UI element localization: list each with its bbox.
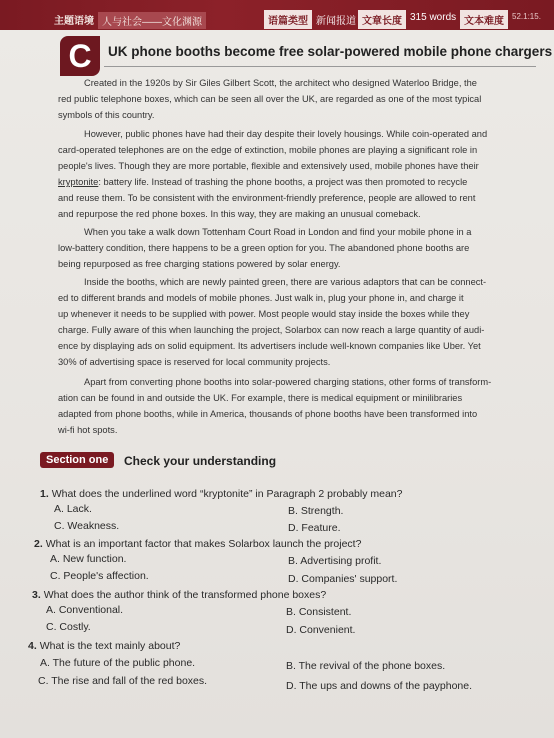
question-1 xyxy=(40,488,402,500)
length-value: 315 words xyxy=(410,12,457,23)
theme-key: 主题语境 xyxy=(54,16,94,27)
paragraph-line: 30% of advertising space is reserved for local community projects. xyxy=(58,357,331,367)
paragraph-line: low-battery condition, there happens to be a green option for you. The abandoned phone booths are xyxy=(58,243,470,253)
option-d[interactable]: D. Convenient. xyxy=(286,624,356,636)
paragraph-line: symbols of this country. xyxy=(58,110,155,120)
paragraph-line: red public telephone boxes, which can be seen all over the UK, are regarded as one of the most typical xyxy=(58,94,482,104)
article-title: UK phone booths become free solar-powered mobile phone chargers xyxy=(108,44,553,59)
paragraph-5 xyxy=(58,374,544,438)
paragraph-line: ed to different brands and models of mobile phones. Just walk in, plug your phone in, and charge it xyxy=(58,293,464,303)
paragraph-line: Created in the 1920s by Sir Giles Gilbert Scott, the architect who designed Waterloo Bridge, the xyxy=(84,78,477,88)
genre-value: 新闻报道 xyxy=(316,16,356,27)
option-c[interactable]: C. Costly. xyxy=(46,621,91,633)
option-b[interactable]: B. Strength. xyxy=(288,505,344,517)
underlined-word: kryptonite xyxy=(58,177,99,187)
difficulty-key: 文本难度 xyxy=(460,10,508,29)
header-bar xyxy=(0,0,554,30)
difficulty-value: 52.1:15. xyxy=(512,12,541,21)
option-d[interactable]: D. Feature. xyxy=(288,522,341,534)
option-b[interactable]: B. Advertising profit. xyxy=(288,555,382,567)
paragraph-line: Inside the booths, which are newly painted green, there are various adaptors that can be connect- xyxy=(84,277,487,287)
option-a[interactable]: A. The future of the public phone. xyxy=(40,657,196,669)
question-3 xyxy=(32,589,326,601)
option-d[interactable]: D. Companies' support. xyxy=(288,573,398,585)
question-text: What is an important factor that makes Solarbox launch the project? xyxy=(45,538,362,550)
paragraph-line: However, public phones have had their day despite their lovely housings. While coin-operated and xyxy=(84,129,488,139)
paragraph-line: and reuse them. To be consistent with the environment-friendly preference, people are allowed to rent xyxy=(58,193,476,203)
paragraph-line: being repurposed as free charging stations powered by solar energy. xyxy=(58,259,341,269)
paragraph-2 xyxy=(58,126,544,222)
option-d[interactable]: D. The ups and downs of the payphone. xyxy=(286,680,473,692)
paragraph-line-underlined xyxy=(58,174,544,190)
paragraph-line: charge. Fully aware of this when launching the project, Solarbox can now reach a large quantity of audi- xyxy=(58,325,485,335)
question-number: 2. xyxy=(34,538,43,550)
option-a[interactable]: A. New function. xyxy=(50,553,127,565)
paragraph-line-rest: : battery life. Instead of trashing the phone booths, a project was then promoted to recycle xyxy=(98,177,468,187)
genre-key: 语篇类型 xyxy=(264,10,312,29)
paragraph-line: and repurpose the red phone boxes. In this way, they are making an unusual comeback. xyxy=(58,209,421,219)
option-c[interactable]: C. The rise and fall of the red boxes. xyxy=(38,675,208,687)
paragraph-line: When you take a walk down Tottenham Court Road in London and find your mobile phone in a xyxy=(84,227,472,237)
option-c[interactable]: C. People's affection. xyxy=(50,570,149,582)
question-number: 3. xyxy=(32,589,41,601)
question-number: 4. xyxy=(28,640,37,652)
paragraph-1 xyxy=(58,75,544,123)
length-key: 文章长度 xyxy=(358,10,406,29)
paragraph-line: adapted from phone booths, while in America, thousands of phone booths have been transformed into xyxy=(58,409,478,419)
question-text: What does the author think of the transformed phone boxes? xyxy=(43,589,327,601)
question-text: What does the underlined word “kryptonite” in Paragraph 2 probably mean? xyxy=(51,488,403,500)
option-b[interactable]: B. The revival of the phone boxes. xyxy=(286,660,446,672)
question-2 xyxy=(34,538,361,550)
paragraph-line: ence by displaying ads on solid equipment. Its advertisers include well-known companies like Uber. Yet xyxy=(58,341,481,351)
option-a[interactable]: A. Conventional. xyxy=(46,604,124,616)
theme-value: 人与社会——文化渊源 xyxy=(98,12,206,29)
question-number: 1. xyxy=(40,488,49,500)
paragraph-line: ation can be found in and outside the UK. For example, there is medical equipment or minilibraries xyxy=(58,393,463,403)
option-a[interactable]: A. Lack. xyxy=(54,503,92,515)
article-letter-badge: C xyxy=(60,36,100,76)
option-c[interactable]: C. Weakness. xyxy=(54,520,120,532)
option-b[interactable]: B. Consistent. xyxy=(286,606,352,618)
paragraph-line: up whenever it needs to be supplied with power. Most people would stay inside the boxes while they xyxy=(58,309,470,319)
question-text: What is the text mainly about? xyxy=(39,640,181,652)
title-divider xyxy=(104,66,536,67)
section-badge: Section one xyxy=(40,452,114,468)
paragraph-line: people's lives. Though they are more portable, flexible and extensively used, mobile phones have their xyxy=(58,161,479,171)
section-title: Check your understanding xyxy=(124,454,277,468)
paragraph-3 xyxy=(58,224,544,272)
paragraph-4 xyxy=(58,274,544,370)
paragraph-line: card-operated telephones are on the edge of extinction, mobile phones are playing a significant role in xyxy=(58,145,478,155)
paragraph-line: wi-fi hot spots. xyxy=(58,425,118,435)
question-4 xyxy=(28,640,180,652)
paragraph-line: Apart from converting phone booths into solar-powered charging stations, other forms of transform- xyxy=(84,377,492,387)
